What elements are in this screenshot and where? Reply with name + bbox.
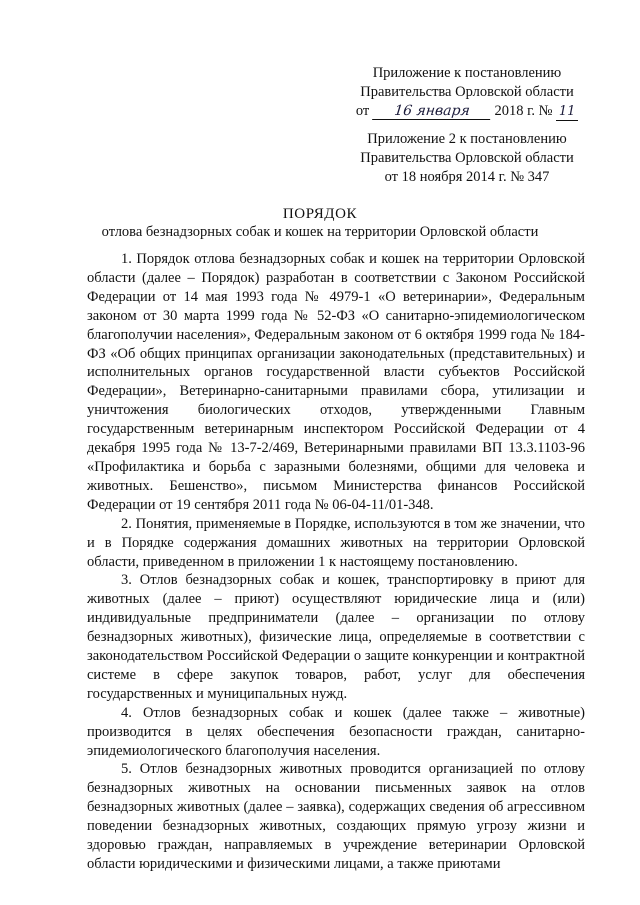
document-subtitle: отлова безнадзорных собак и кошек на территории Орловской области	[101, 224, 539, 240]
appendix2-line-3: от 18 ноября 2014 г. № 347	[384, 169, 550, 185]
year-text: 2018 г. №	[494, 103, 553, 119]
handwritten-number: 11	[556, 104, 578, 121]
paragraph-4: 4. Отлов безнадзорных собак и кошек (далее также – животные) производится в целях обеспечения безопасности граждан, санитарно-эпидемиологического благополучия населения.	[87, 704, 585, 759]
appendix-date-line	[336, 102, 598, 121]
appendix-header-current	[336, 64, 598, 121]
appendix-line-1: Приложение к постановлению	[372, 65, 562, 81]
appendix2-line-2: Правительства Орловской области	[360, 150, 574, 166]
date-prefix: от	[355, 103, 370, 119]
paragraph-2: 2. Понятия, применяемые в Порядке, используются в том же значении, что и в Порядке содержания домашних животных на территории Орловской области, приведенном в приложении 1 к настоящему постановлению.	[87, 515, 585, 570]
handwritten-date: 16 января	[372, 103, 492, 120]
appendix2-line-1: Приложение 2 к постановлению	[367, 131, 567, 147]
paragraph-3: 3. Отлов безнадзорных собак и кошек, транспортировку в приют для животных (далее – приют) осуществляют юридические лица и (или) индивидуальные предприниматели (далее – организации по отлову безнадзорных животных), физические лица, определяемые в соответствии с законодательством Российской Федерации о защите конкуренции и контрактной системе в сфере закупок товаров, работ, услуг для обеспечения государственных и муниципальных нужд.	[87, 572, 585, 702]
document-body	[87, 250, 585, 874]
paragraph-1: 1. Порядок отлова безнадзорных собак и кошек на территории Орловской области (далее – Порядок) разработан в соответствии с Законом Российской Федерации от 14 мая 1993 года № 4979-1 «О ветеринарии», Федеральным законом от 30 марта 1999 года № 52-ФЗ «О санитарно-эпидемиологическом благополучии населения», Федеральным законом от 6 октября 1999 года № 184-ФЗ «Об общих принципах организации законодательных (представительных) и исполнительных органов государственной власти субъектов Российской Федерации», Ветеринарно-санитарными правилами сбора, утилизации и уничтожения биологических отходов, утвержденными Главным государственным ветеринарным инспектором Российской Федерации от 4 декабря 1995 года № 13-7-2/469, Ветеринарными правилами ВП 13.3.1103-96 «Профилактика и борьба с заразными болезнями, общими для человека и животных. Бешенство», письмом Министерства финансов Российской Федерации от 19 сентября 2011 года № 06-04-11/01-348.	[87, 251, 585, 513]
document-title: ПОРЯДОК	[282, 206, 358, 222]
appendix-line-2: Правительства Орловской области	[360, 84, 574, 100]
appendix-header-previous	[336, 130, 598, 187]
paragraph-5: 5. Отлов безнадзорных животных проводится организацией по отлову безнадзорных животных на основании письменных заявок на отлов безнадзорных животных (далее – заявка), содержащих сведения об агрессивном поведении безнадзорных животных, создающих прямую угрозу жизни и здоровью граждан, направляемых в учреждение ветеринарии Орловской области юридическими и физическими лицами, а также приютами	[87, 761, 585, 872]
